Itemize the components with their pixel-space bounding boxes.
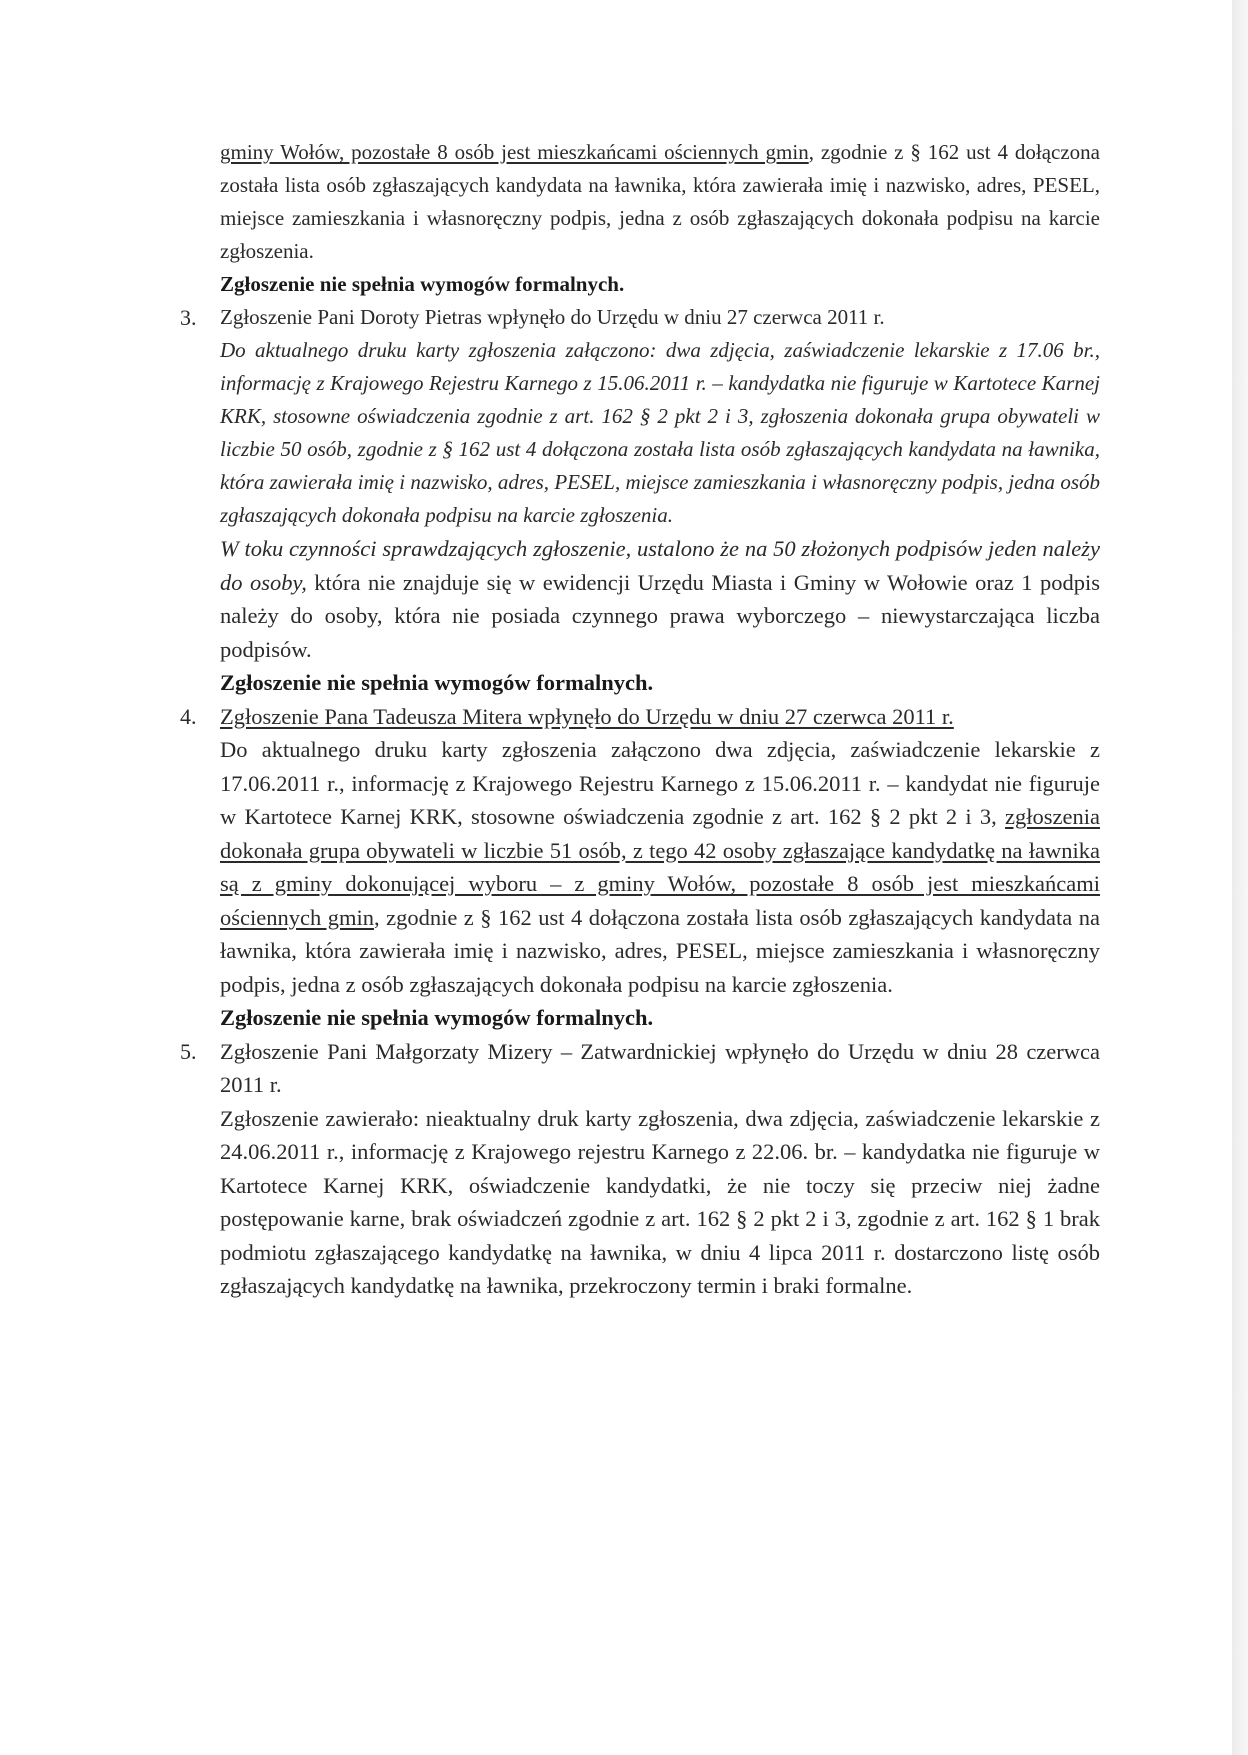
item-italic-finding: W toku czynności sprawdzających zgłoszenie, ustalono że na 50 złożonych podpisów jeden należy do osoby,	[220, 536, 1100, 595]
document-body	[180, 136, 1100, 1303]
continuation-text	[220, 136, 1100, 268]
item-number: 4.	[180, 703, 197, 729]
item-text-b: , zgodnie z § 162 ust 4 dołączona została lista osób zgłaszających kandydata na ławnika, która zawierała imię i nazwisko, adres, PESEL, miejsce zamieszkania i własnoręczny podpis, jedna z osób zgłaszających dokonała podpisu na karcie zgłoszenia.	[220, 904, 1100, 997]
item-text-a: Do aktualnego druku karty zgłoszenia załączono dwa zdjęcia, zaświadczenie lekarskie z 17.06.2011 r., informację z Krajowego Rejestru Karnego z 15.06.2011 r. – kandydat nie figuruje w Kartotece Karnej KRK, stosowne oświadczenia zgodnie z art. 162 § 2 pkt 2 i 3,	[220, 737, 1100, 829]
list-item-5	[180, 1035, 1100, 1303]
item-heading: Zgłoszenie Pani Małgorzaty Mizery – Zatwardnickiej wpłynęło do Urzędu w dniu 28 czerwca 2011 r.	[220, 1038, 1100, 1097]
item-underlined: zgłoszenia dokonała grupa obywateli w liczbie 51 osób, z tego 42 osoby zgłaszające kandydatkę na ławnika są z gminy dokonującej wyboru – z gminy Wołów, pozostałe 8 osób jest mieszkańcami ościennych gmin	[220, 804, 1100, 930]
continuation-conclusion: Zgłoszenie nie spełnia wymogów formalnych.	[220, 272, 625, 296]
item-number: 5.	[180, 1038, 197, 1064]
list-item-4	[180, 700, 1100, 1035]
continuation-paragraph	[220, 136, 1100, 301]
continuation-body: , zgodnie z § 162 ust 4 dołączona została lista osób zgłaszających kandydata na ławnika, która zawierała imię i nazwisko, adres, PESEL, miejsce zamieszkania i własnoręczny podpis, jedna z osób zgłaszających dokonała podpisu na karcie zgłoszenia.	[220, 140, 1100, 263]
item-italic-text: Do aktualnego druku karty zgłoszenia załączono: dwa zdjęcia, zaświadczenie lekarskie z 17.06 br., informację z Krajowego Rejestru Karnego z 15.06.2011 r. – kandydatka nie figuruje w Kartotece Karnej KRK, stosowne oświadczenia zgodnie z art. 162 § 2 pkt 2 i 3, zgłoszenia dokonała grupa obywateli w liczbie 50 osób, zgodnie z § 162 ust 4 dołączona została lista osób zgłaszających kandydata na ławnika, która zawierała imię i nazwisko, adres, PESEL, miejsce zamieszkania i własnoręczny podpis, jedna osób zgłaszających dokonała podpisu na karcie zgłoszenia.	[220, 338, 1100, 527]
item-heading: Zgłoszenie Pana Tadeusza Mitera wpłynęło do Urzędu w dniu 27 czerwca 2011 r.	[220, 703, 954, 729]
item-finding-text: która nie znajduje się w ewidencji Urzędu Miasta i Gminy w Wołowie oraz 1 podpis należy do osoby, która nie posiada czynnego prawa wyborczego – niewystarczająca liczba podpisów.	[220, 569, 1100, 662]
item-text: Zgłoszenie zawierało: nieaktualny druk karty zgłoszenia, dwa zdjęcia, zaświadczenie lekarskie z 24.06.2011 r., informację z Krajowego rejestru Karnego z 22.06. br. – kandydatka nie figuruje w Kartotece Karnej KRK, oświadczenie kandydatki, że nie toczy się przeciw niej żadne postępowanie karne, brak oświadczeń zgodnie z art. 162 § 2 pkt 2 i 3, zgodnie z art. 162 § 1 brak podmiotu zgłaszającego kandydatkę na ławnika, w dniu 4 lipca 2011 r. dostarczono listę osób zgłaszających kandydatkę na ławnika, przekroczony termin i braki formalne.	[220, 1105, 1100, 1298]
list-item-3	[180, 301, 1100, 700]
item-number: 3.	[180, 305, 197, 330]
item-conclusion: Zgłoszenie nie spełnia wymogów formalnych.	[220, 1005, 654, 1030]
item-conclusion: Zgłoszenie nie spełnia wymogów formalnych.	[220, 670, 654, 695]
continuation-underlined: gminy Wołów, pozostałe 8 osób jest mieszkańcami ościennych gmin	[220, 140, 809, 164]
page-edge-shadow	[1232, 0, 1248, 1755]
item-heading: Zgłoszenie Pani Doroty Pietras wpłynęło do Urzędu w dniu 27 czerwca 2011 r.	[220, 305, 885, 329]
